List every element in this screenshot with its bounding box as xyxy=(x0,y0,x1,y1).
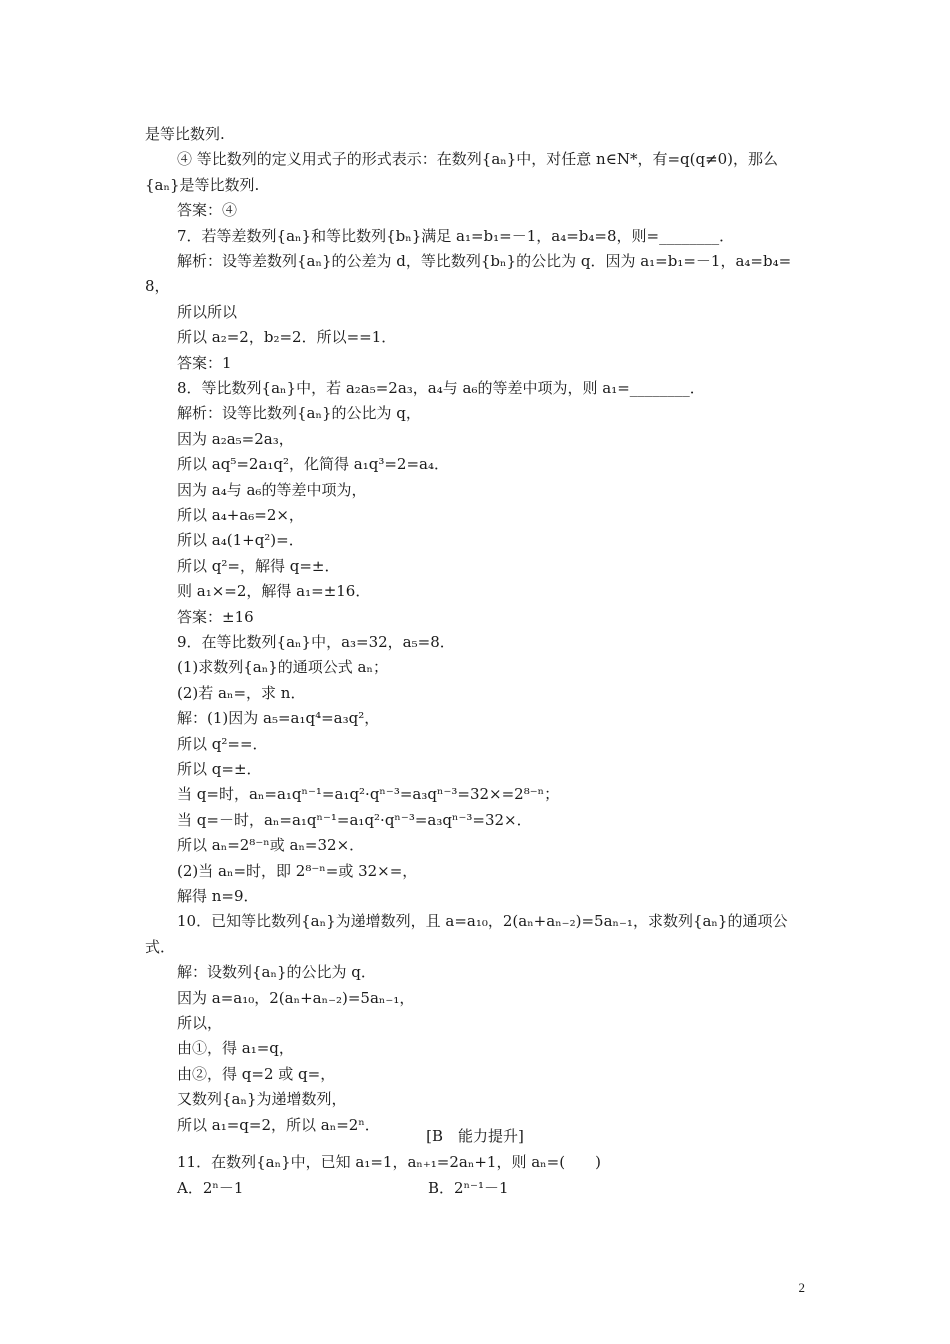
text-line: ④ 等比数列的定义用式子的形式表示：在数列{aₙ}中，对任意 n∈N*，有=q(q≠0)，那么 xyxy=(177,150,779,169)
text-line: 所以 a₄(1+q²)=． xyxy=(177,531,304,550)
text-line: 解得 n=9． xyxy=(177,887,259,905)
text-line: 解析：设等差数列{aₙ}的公差为 d，等比数列{bₙ}的公比为 q．因为 a₁=b₁=－1，a₄=b₄= xyxy=(177,252,792,270)
text-line: 答案：④ xyxy=(177,201,238,220)
text-line: 则 a₁×=2，解得 a₁=±16． xyxy=(177,582,371,601)
question-11-stem: 11．在数列{aₙ}中，已知 a₁=1，aₙ₊₁=2aₙ+1，则 aₙ=( ) xyxy=(177,1153,601,1171)
question-11-option-b: B．2ⁿ⁻¹－1 xyxy=(428,1179,509,1197)
section-title: [B 能力提升] xyxy=(426,1127,524,1145)
text-line: {aₙ}是等比数列. xyxy=(145,175,260,194)
text-line: 由①，得 a₁=q， xyxy=(177,1039,294,1058)
question-11-option-a: A．2ⁿ－1 xyxy=(177,1179,244,1197)
text-line: 因为 a₄与 a₆的等差中项为， xyxy=(177,480,367,499)
page-number: 2 xyxy=(798,1280,805,1295)
text-line: 当 q=－时，aₙ=a₁qⁿ⁻¹=a₁q²·qⁿ⁻³=a₃qⁿ⁻³=32×． xyxy=(177,810,532,829)
text-line: (2)若 aₙ=，求 n． xyxy=(177,683,306,702)
text-line: 又数列{aₙ}为递增数列， xyxy=(177,1090,347,1109)
text-line: 解：(1)因为 a₅=a₁q⁴=a₃q²， xyxy=(177,709,380,728)
text-line: 式． xyxy=(145,937,176,956)
text-line: 因为 a=a₁₀，2(aₙ+aₙ₋₂)=5aₙ₋₁， xyxy=(177,988,415,1007)
text-line: 解：设数列{aₙ}的公比为 q． xyxy=(177,963,376,982)
text-line: (2)当 aₙ=时，即 2⁸⁻ⁿ=或 32×=， xyxy=(177,861,418,880)
text-line: 所以 q=±． xyxy=(177,760,262,778)
text-line: 所以 q²=，解得 q=±． xyxy=(177,556,340,575)
text-line: 答案：±16 xyxy=(177,607,254,626)
text-line: 所以 a₁=q=2，所以 aₙ=2ⁿ． xyxy=(177,1115,380,1134)
text-line: 9．在等比数列{aₙ}中，a₃=32，a₅=8． xyxy=(177,633,455,651)
text-line: 所以 a₂=2，b₂=2．所以==1． xyxy=(177,328,397,347)
text-line: 所以 aₙ=2⁸⁻ⁿ或 aₙ=32×． xyxy=(177,836,365,855)
text-line: 所以 a₄+a₆=2×， xyxy=(177,506,304,524)
text-line: 答案：1 xyxy=(177,353,232,372)
text-line: 10．已知等比数列{aₙ}为递增数列，且 a=a₁₀，2(aₙ+aₙ₋₂)=5aₙ₋₁，求数列{aₙ}的通项公 xyxy=(177,912,788,931)
text-line: 所以 aq⁵=2a₁q²，化简得 a₁q³=2=a₄． xyxy=(177,455,449,474)
text-line: 8．等比数列{aₙ}中，若 a₂a₅=2a₃，a₄与 a₆的等差中项为，则 a₁=________． xyxy=(177,379,705,397)
text-line: 所以所以 xyxy=(177,302,238,321)
text-line: 解析：设等比数列{aₙ}的公比为 q， xyxy=(177,404,421,423)
text-line: 当 q=时，aₙ=a₁qⁿ⁻¹=a₁q²·qⁿ⁻³=a₃qⁿ⁻³=32×=2⁸⁻ⁿ； xyxy=(177,785,560,804)
text-line: 所以 q²==． xyxy=(177,734,268,753)
text-line: 由②，得 q=2 或 q=， xyxy=(177,1064,336,1083)
text-line: (1)求数列{aₙ}的通项公式 aₙ； xyxy=(177,658,388,677)
text-line: 是等比数列. xyxy=(145,125,225,143)
text-line: 所以， xyxy=(177,1014,223,1032)
text-line: 8， xyxy=(145,277,170,296)
text-line: 7．若等差数列{aₙ}和等比数列{bₙ}满足 a₁=b₁=－1，a₄=b₄=8，则=________． xyxy=(177,226,735,245)
text-line: 因为 a₂a₅=2a₃， xyxy=(177,429,294,448)
